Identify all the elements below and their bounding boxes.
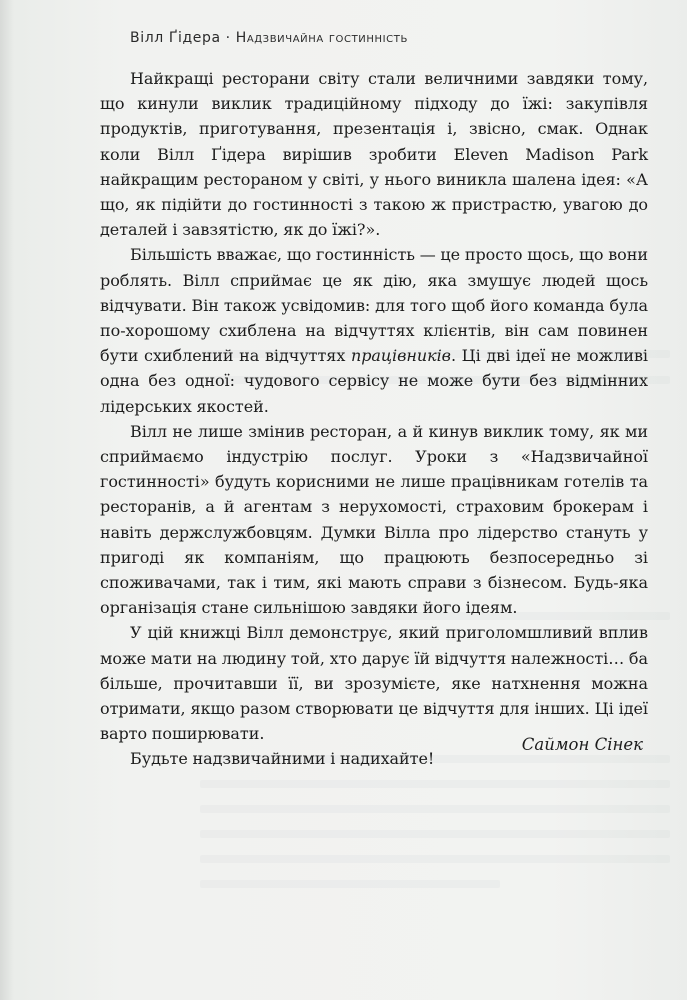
paragraph-4: У цій книжці Вілл демонструє, який приголомшливий вплив може мати на людину той, хто дарує їй відчуття належності… ба більше, прочитавши її, ви зрозумієте, яке натхнення можна отримати, якщо разом створювати це відчуття для інших. Ці ідеї варто поширювати. bbox=[100, 623, 648, 744]
show-through-line bbox=[200, 830, 670, 838]
body-text bbox=[100, 66, 648, 772]
show-through-line bbox=[200, 855, 670, 863]
paragraph-2-text-before: Більшість вважає, що гостинність — це просто щось, що вони роблять. Вілл сприймає це як дію, яка змушує людей щось відчувати. Він також усвідомив: для того щоб його команда була по-хорошому схиблена на відчуттях клієнтів, він сам повинен бути схиблений на відчуттях bbox=[100, 245, 648, 366]
show-through-line bbox=[200, 805, 670, 813]
paragraph-1: Найкращі ресторани світу стали величними завдяки тому, що кинули виклик традиційному підходу до їжі: закупівля продуктів, приготування, презентація і, звісно, смак. Однак коли Вілл Ґідера вирішив зробити Eleven Madison Park найкращим рестораном у світі, у нього виникла шалена ідея: «А що, як підійти до гостинності з такою ж пристрастю, увагою до деталей і завзятістю, як до їжі?». bbox=[100, 69, 648, 240]
signature: Саймон Сінек bbox=[521, 735, 643, 754]
running-head-separator: · bbox=[225, 30, 231, 46]
paragraph-3: Вілл не лише змінив ресторан, а й кинув виклик тому, як ми сприймаємо індустрію послуг. Уроки з «Надзвичайної гостинності» будуть корисними не лише працівникам готелів та ресторанів, а й агентам з нерухомості, страховим брокерам і навіть держслужбовцям. Думки Вілла про лідерство стануть у пригоді як компаніям, що працюють безпосередньо зі споживачами, так і тим, які мають справи з бізнесом. Будь-яка організація стане сильнішою завдяки його ідеям. bbox=[100, 421, 648, 618]
paragraph-2-text-after: . Ці дві ідеї не можливі одна без одної: чудового сервісу не може бути без відмінних лідерських якостей. bbox=[100, 346, 648, 416]
running-head-author: Вілл Ґідера bbox=[130, 30, 221, 46]
show-through-line bbox=[200, 880, 500, 888]
page-gutter-shadow bbox=[0, 0, 14, 1000]
paragraph-2 bbox=[100, 242, 648, 418]
paragraph-2-emphasis: працівників bbox=[350, 346, 451, 366]
running-head-book-title: Надзвичайна гостинність bbox=[235, 30, 408, 46]
show-through-line bbox=[200, 780, 670, 788]
running-head bbox=[130, 30, 408, 46]
paragraph-5: Будьте надзвичайними і надихайте! bbox=[130, 749, 435, 769]
